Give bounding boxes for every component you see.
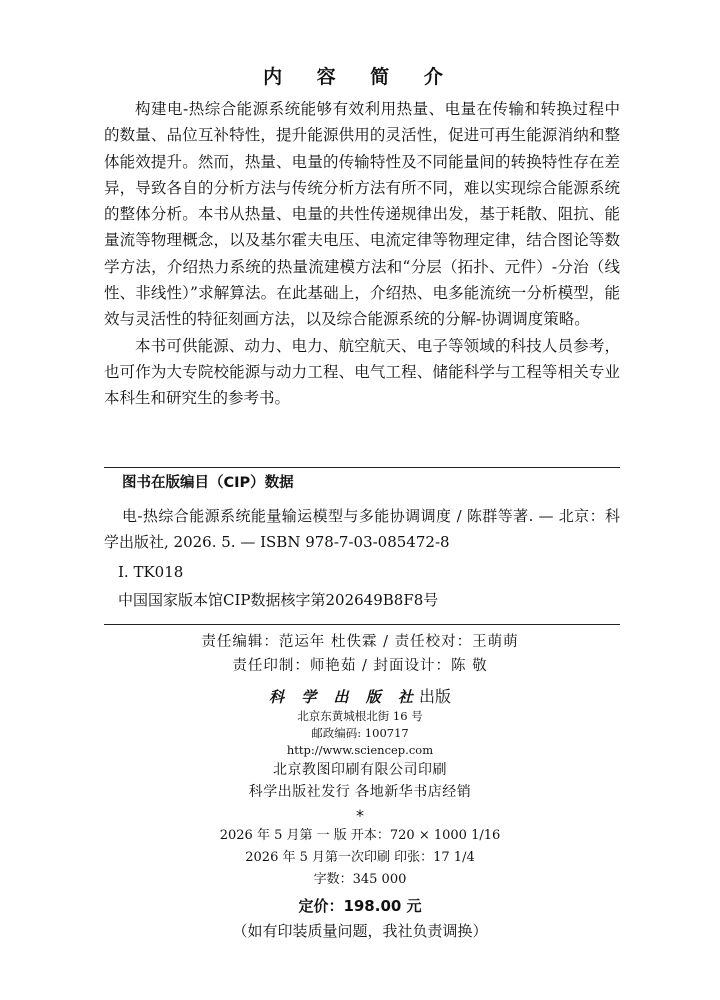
separator-star: * xyxy=(356,806,364,825)
credit-printing-design: 责任印制：师艳茹 / 封面设计：陈 敬 xyxy=(232,658,488,674)
content-introduction xyxy=(104,96,620,412)
publisher-postcode: 邮政编码: 100717 xyxy=(311,726,409,740)
price: 定价：198.00 元 xyxy=(298,897,422,915)
intro-paragraph-2: 本书可供能源、动力、电力、航空航天、电子等领域的科技人员参考，也可作为大专院校能源与动力工程、电气工程、储能科学与工程等相关专业本科生和研究生的参考书。 xyxy=(104,336,620,408)
edition-info: 2026 年 5 月第 一 版 开本：720 × 1000 1/16 xyxy=(219,828,501,843)
page-title: 内 容 简 介 xyxy=(263,66,457,88)
quality-notice: （如有印装质量问题，我社负责调换） xyxy=(232,922,488,940)
cip-classification: Ⅰ. TK018 xyxy=(118,563,184,581)
word-count: 字数：345 000 xyxy=(313,872,407,887)
cip-top-rule xyxy=(104,467,620,468)
printer-info: 北京教图印刷有限公司印刷 xyxy=(273,762,447,778)
printing-info: 2026 年 5 月第一次印刷 印张：17 1/4 xyxy=(245,850,475,865)
publisher-line xyxy=(0,686,720,708)
publisher-logo: 科 学 出 版 社 xyxy=(269,688,419,706)
publisher-block xyxy=(0,686,720,944)
cip-bottom-rule xyxy=(104,624,620,625)
publisher-website: http://www.sciencep.com xyxy=(286,743,434,757)
publisher-address: 北京东黄城根北街 16 号 xyxy=(297,709,423,723)
intro-paragraph-1: 构建电-热综合能源系统能够有效利用热量、电量在传输和转换过程中的数量、品位互补特性，提升能源供用的灵活性，促进可再生能源消纳和整体能效提升。然而，热量、电量的传输特性及不同能量间的转换特性存在差异，导致各自的分析方法与传统分析方法有所不同，难以实现综合能源系统的整体分析。本书从热量、电量的共性传递规律出发，基于耗散、阻抗、能量流等物理概念，以及基尔霍夫电压、电流定律等物理定律，结合图论等数学方法，介绍热力系统的热量流建模方法和“分层（拓扑、元件）-分治（线性、非线性）”求解算法。在此基础上，介绍热、电多能流统一分析模型，能效与灵活性的特征刻画方法，以及综合能源系统的分解-协调调度策略。 xyxy=(104,100,620,329)
publisher-suffix: 出版 xyxy=(418,687,451,706)
cip-record-number: 中国国家版本馆CIP数据核字第202649B8F8号 xyxy=(118,591,439,609)
distribution-info: 科学出版社发行 各地新华书店经销 xyxy=(248,784,472,800)
cip-entry: 电-热综合能源系统能量输运模型与多能协调调度 / 陈群等著. — 北京：科学出版社, 2026. 5. — ISBN 978-7-03-085472-8 xyxy=(104,507,620,551)
cip-heading: 图书在版编目（CIP）数据 xyxy=(122,475,294,491)
cip-block xyxy=(104,473,620,611)
editorial-credits xyxy=(0,630,720,678)
credit-editors: 责任编辑：范运年 杜佚霖 / 责任校对：王萌萌 xyxy=(201,634,519,650)
